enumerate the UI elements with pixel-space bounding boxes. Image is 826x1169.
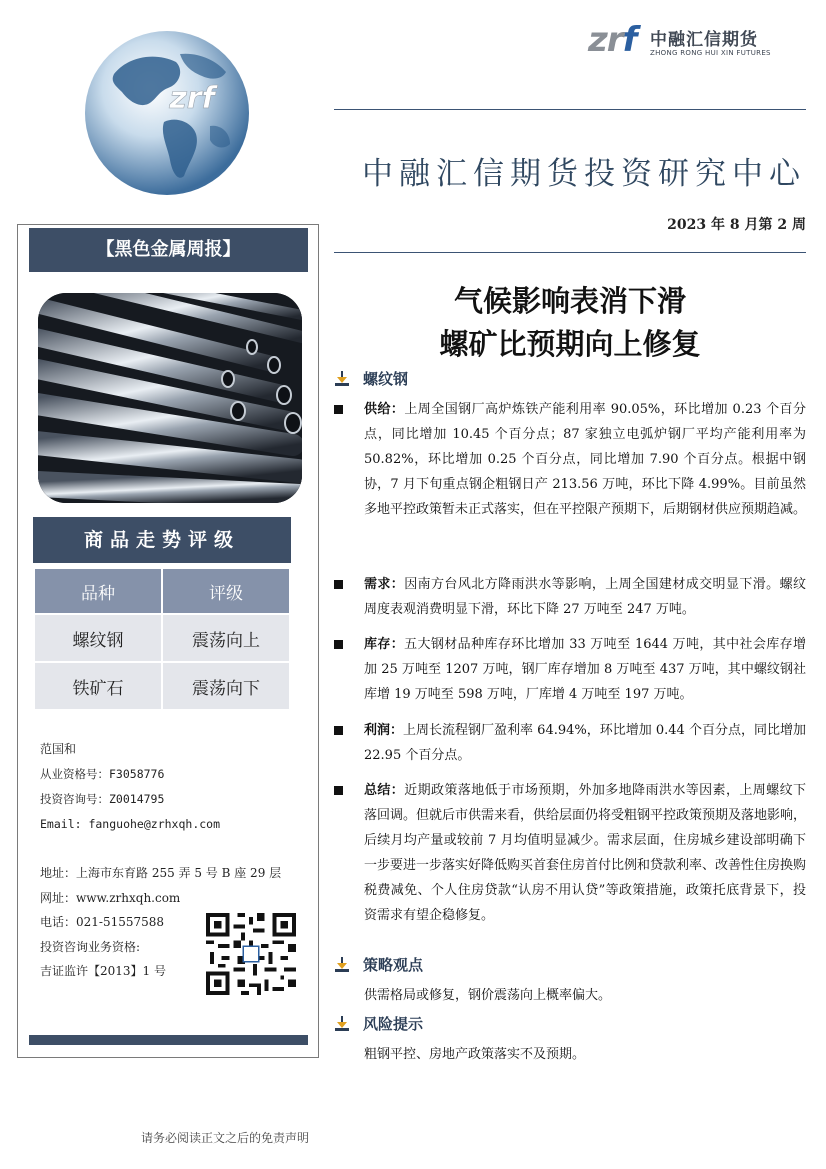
commodity-cell: 铁矿石 [35, 663, 161, 709]
section-arrow-icon [334, 957, 350, 973]
item-text: 上周全国钢厂高炉炼铁产能利用率 90.05%，环比增加 0.23 个百分点，同比增加 10.45 个百分点；87 家独立电弧炉钢厂平均产能利用率为 50.82%，环比增加 0.25 个百分点，同比增加 7.90 个百分点。根据中钢协，7 月下旬重点钢企粗钢日产 213.56 万吨，环比下降 4.99%。目前虽然多地平控政策暂未正式落实，但在平控限产预期下，后期钢材供应预期趋减。 [364, 402, 807, 517]
item-label: 需求： [364, 577, 405, 592]
item-text: 近期政策落地低于市场预期，外加多地降雨洪水等因素，上周螺纹下落回调。但就后市供需来看，供给层面仍将受粗钢平控政策预期及落地影响，后续月均产量或较前 7 月均值明显减少。需求层面，住房城乡建设部明确下一步要进一步落实好降低购买首套住房首付比例和贷款利率、改善性住房换购税费减免、个人住房贷款“认房不用认贷”等政策措施，政策托底背景下，投资需求有望企稳修复。 [364, 783, 807, 923]
steel-pipes-image [38, 293, 302, 503]
analyst-name: 范国和 [40, 742, 77, 756]
item-label: 库存： [364, 637, 405, 652]
section-label: 螺纹钢 [363, 370, 409, 388]
header-divider [334, 109, 806, 110]
commodity-cell: 螺纹钢 [35, 615, 161, 661]
bullet-square-icon [334, 786, 343, 795]
section-heading-rebar [334, 368, 806, 392]
title-line-1: 气候影响表消下滑 [453, 284, 686, 318]
item-text: 上周长流程钢厂盈利率 64.94%，环比增加 0.44 个百分点，同比增加 22.95 个百分点。 [364, 723, 806, 763]
brand-logo [588, 22, 778, 62]
company-website[interactable]: 网址：www.zrhxqh.com [40, 890, 181, 905]
header-commodity: 品种 [35, 569, 161, 613]
analyst-info [40, 737, 312, 837]
report-title [334, 280, 806, 366]
qualification-number: 从业资格号：F3058776 [40, 767, 165, 781]
section-label: 风险提示 [363, 1015, 424, 1033]
section-arrow-icon [334, 371, 350, 387]
header-rating: 评级 [163, 569, 289, 613]
item-label: 总结： [364, 783, 405, 798]
disclaimer-footer: 请务必阅读正文之后的免责声明 [140, 1131, 309, 1145]
strategy-paragraph: 供需格局或修复，钢价震荡向上概率偏大。 [364, 988, 612, 1003]
logo-name-en: ZHONG RONG HUI XIN FUTURES [650, 49, 771, 57]
issue-date: 2023 年 8 月第 2 周 [667, 217, 806, 233]
section-heading-risk [334, 1013, 806, 1037]
demand-paragraph [364, 572, 806, 622]
title-line-2: 螺矿比预期向上修复 [439, 327, 701, 361]
sidebar-bottom-bar [29, 1035, 308, 1045]
license-label: 投资咨询业务资格: [40, 939, 141, 954]
globe-logo-image [84, 30, 250, 196]
profit-paragraph [364, 718, 806, 768]
license-number: 吉证监许【2013】1 号 [40, 964, 166, 978]
item-text: 五大钢材品种库存环比增加 33 万吨至 1644 万吨，其中社会库存增加 25 万吨至 1207 万吨，钢厂库存增加 8 万吨至 437 万吨，其中螺纹钢社库增 19 万吨至 598 万吨，厂库增 4 万吨至 197 万吨。 [364, 637, 806, 702]
risk-paragraph: 粗钢平控、房地产政策落实不及预期。 [364, 1047, 586, 1062]
section-label: 策略观点 [363, 956, 424, 974]
consulting-number: 投资咨询号：Z0014795 [40, 792, 165, 806]
section-heading-strategy [334, 954, 806, 978]
sidebar-panel [17, 224, 319, 1058]
item-label: 供给： [364, 402, 405, 417]
rating-table-header-row [35, 569, 289, 613]
company-phone: 电话：021-51557588 [40, 915, 165, 929]
company-address: 地址：上海市东育路 255 弄 5 号 B 座 29 层 [40, 866, 282, 880]
bullet-square-icon [334, 405, 343, 414]
bullet-square-icon [334, 640, 343, 649]
research-center-name: 中融汇信期货投资研究中心 [362, 156, 806, 192]
summary-paragraph [364, 778, 806, 928]
bullet-square-icon [334, 726, 343, 735]
bullet-square-icon [334, 580, 343, 589]
issue-divider [334, 252, 806, 253]
supply-paragraph [364, 397, 806, 522]
rating-title: 商品走势评级 [33, 517, 291, 563]
logo-name-cn: 中融汇信期货 [650, 30, 758, 50]
globe-mark: zrf [169, 81, 215, 116]
logo-mark: zrf [588, 20, 637, 60]
table-row [35, 663, 289, 709]
report-type-banner: 【黑色金属周报】 [29, 228, 308, 272]
rating-cell: 震荡向下 [163, 663, 289, 709]
item-label: 利润： [364, 723, 404, 738]
table-row [35, 615, 289, 661]
rating-table [33, 567, 291, 711]
item-text: 因南方台风北方降雨洪水等影响，上周全国建材成交明显下滑。螺纹周度表观消费明显下滑，环比下降 27 万吨至 247 万吨。 [364, 577, 806, 617]
inventory-paragraph [364, 632, 806, 707]
rating-cell: 震荡向上 [163, 615, 289, 661]
section-arrow-icon [334, 1016, 350, 1032]
analyst-email[interactable]: Email: fanguohe@zrhxqh.com [40, 817, 221, 831]
qr-code-image [205, 913, 297, 995]
